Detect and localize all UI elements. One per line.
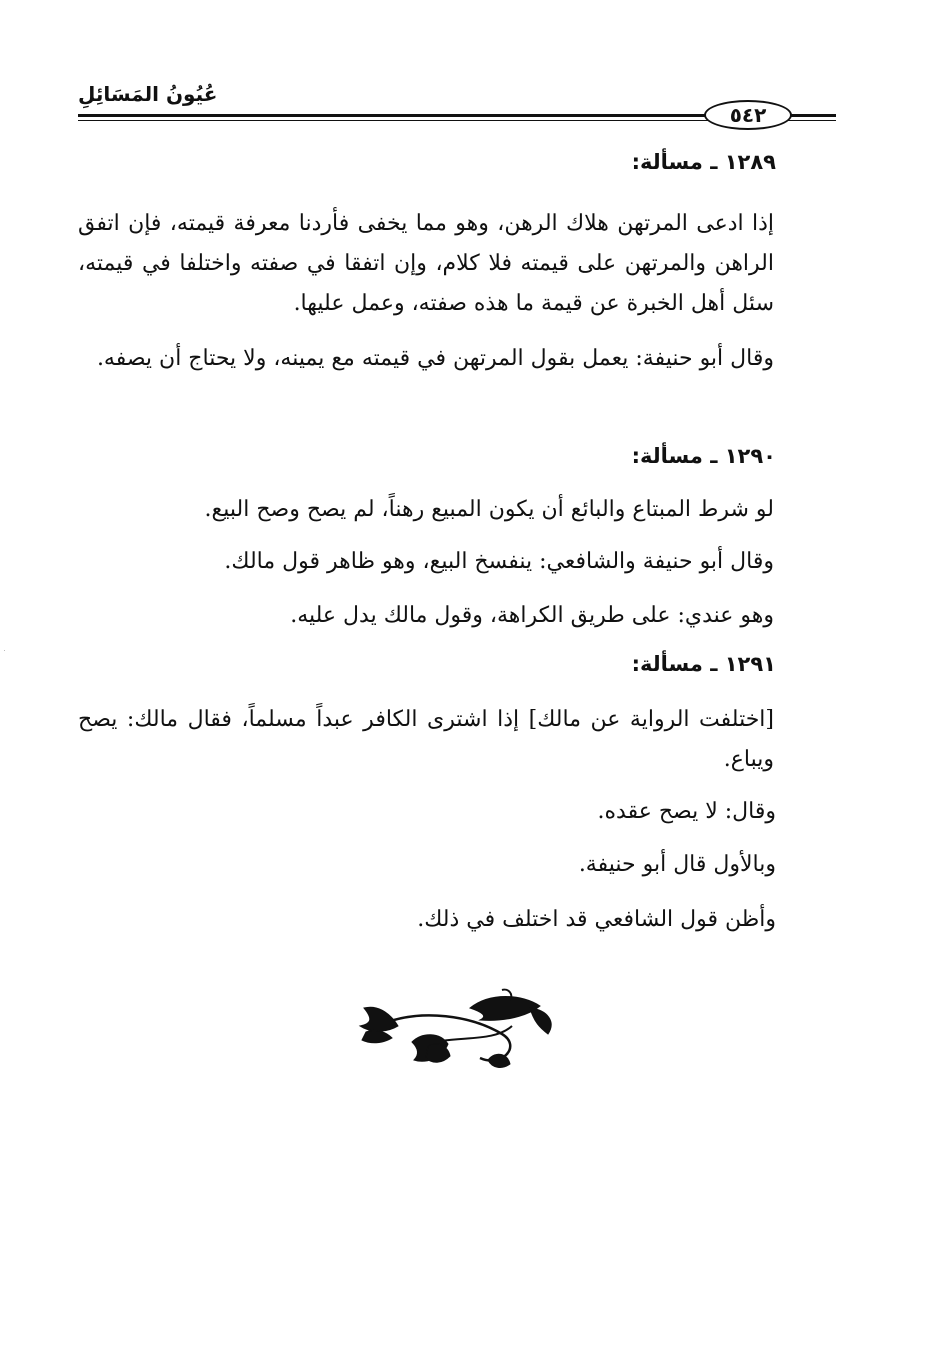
- paragraph-pledge-value: إذا ادعى المرتهن هلاك الرهن، وهو مما يخفى فأردنا معرفة قيمته، فإن اتفق الراهن والمرتهن على قيمته فلا كلام، وإن اتفقا في صفته واختلفا في قيمته، سئل أهل الخبرة عن قيمة ما هذه صفته، وعمل عليها.: [78, 211, 774, 316]
- page-number: ٥٤٢: [704, 100, 792, 130]
- paragraph-sale-as-pledge: لو شرط المبتاع والبائع أن يكون المبيع رهناً، لم يصح وصح البيع.: [204, 497, 774, 522]
- paragraph-contract-invalid: وقال: لا يصح عقده.: [597, 799, 776, 824]
- paragraph-shafii-view: وأظن قول الشافعي قد اختلف في ذلك.: [417, 907, 776, 932]
- paragraph-first-view: وبالأول قال أبو حنيفة.: [578, 852, 776, 877]
- floral-ornament-icon: [352, 986, 562, 1078]
- issue-heading-1290: ١٢٩٠ ـ مسألة:: [631, 444, 776, 468]
- page-header: [78, 78, 836, 130]
- book-title: عُيُونُ المَسَائِلِ: [78, 82, 218, 106]
- paragraph-abu-hanifa-oath: وقال أبو حنيفة: يعمل بقول المرتهن في قيمته مع يمينه، ولا يحتاج أن يصفه.: [96, 346, 774, 371]
- issue-heading-1291: ١٢٩١ ـ مسألة:: [631, 652, 776, 676]
- paragraph-sale-annulled: وقال أبو حنيفة والشافعي: ينفسخ البيع، وهو ظاهر قول مالك.: [224, 549, 774, 574]
- paragraph-author-opinion: وهو عندي: على طريق الكراهة، وقول مالك يدل عليه.: [290, 603, 774, 628]
- scan-speck: [4, 650, 5, 651]
- paragraph-disbeliever-buys-slave: [اختلفت الرواية عن مالك] إذا اشترى الكافر عبداً مسلماً، فقال مالك: يصح ويباع.: [78, 707, 774, 772]
- issue-heading-1289: ١٢٨٩ ـ مسألة:: [631, 150, 776, 174]
